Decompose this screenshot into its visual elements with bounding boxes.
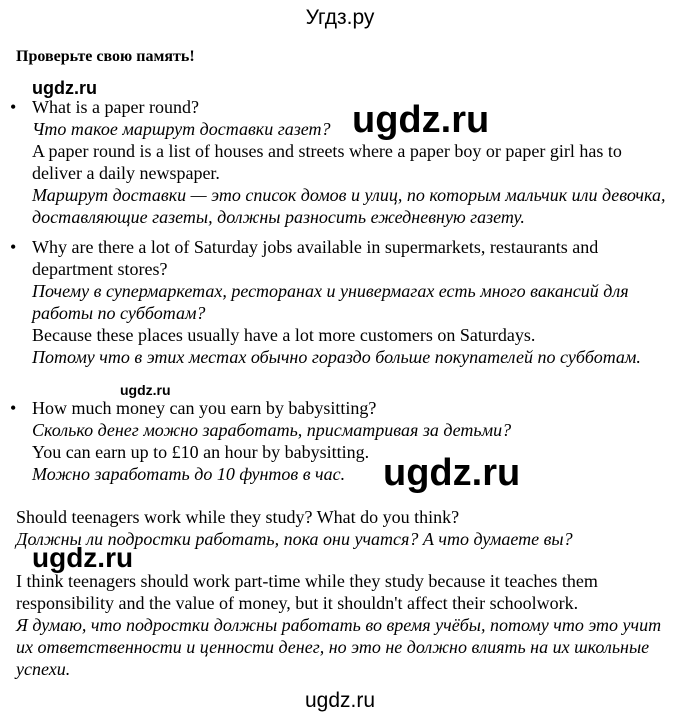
- question-ru: Почему в супермаркетах, ресторанах и универмагах есть много вакансий для работы по субботам?: [32, 281, 629, 323]
- answer-ru: Потому что в этих местах обычно гораздо больше покупателей по субботам.: [32, 347, 641, 367]
- site-title: Угдз.ру: [305, 6, 375, 29]
- discussion: [16, 506, 666, 680]
- question-en: What is a paper round?: [32, 97, 199, 117]
- question-en: How much money can you earn by babysitting?: [32, 398, 377, 418]
- answer-ru: Можно заработать до 10 фунтов в час.: [32, 464, 346, 484]
- page-heading: Проверьте свою память!: [16, 48, 195, 65]
- question-ru: Что такое маршрут доставки газет?: [32, 119, 331, 139]
- question-en: Why are there a lot of Saturday jobs available in supermarkets, restaurants and department stores?: [32, 237, 599, 279]
- list-item: [32, 236, 672, 368]
- question-ru: Сколько денег можно заработать, присматривая за детьми?: [32, 420, 512, 440]
- watermark-small: ugdz.ru: [32, 78, 97, 98]
- list-item: [32, 397, 672, 485]
- discussion-question-ru: Должны ли подростки работать, пока они учатся? А что думаете вы?: [16, 529, 573, 549]
- bullet-dot: •: [10, 97, 17, 117]
- site-footer: ugdz.ru: [304, 689, 376, 712]
- bullet-dot: •: [10, 398, 17, 418]
- discussion-answer-ru: Я думаю, что подростки должны работать во время учёбы, потому что это учит их ответственности и ценности денег, но это не должно влиять на их школьные успехи.: [16, 615, 662, 679]
- answer-en: You can earn up to £10 an hour by babysitting.: [32, 442, 370, 462]
- watermark-large: ugdz.ru: [352, 99, 490, 141]
- watermark-small: ugdz.ru: [120, 382, 171, 398]
- watermark-medium: ugdz.ru: [32, 542, 134, 573]
- answer-en: Because these places usually have a lot more customers on Saturdays.: [32, 325, 536, 345]
- watermark-large: ugdz.ru: [383, 452, 521, 494]
- answer-en: A paper round is a list of houses and streets where a paper boy or paper girl has to deliver a daily newspaper.: [32, 141, 622, 183]
- discussion-question-en: Should teenagers work while they study? What do you think?: [16, 507, 460, 527]
- answer-ru: Маршрут доставки — это список домов и улиц, по которым мальчик или девочка, доставляющие газеты, должны разносить ежедневную газету.: [32, 185, 666, 227]
- list-item: [32, 96, 672, 228]
- discussion-answer-en: I think teenagers should work part-time while they study because it teaches them responsibility and the value of money, but it shouldn't affect their schoolwork.: [16, 571, 598, 613]
- bullet-dot: •: [10, 237, 17, 257]
